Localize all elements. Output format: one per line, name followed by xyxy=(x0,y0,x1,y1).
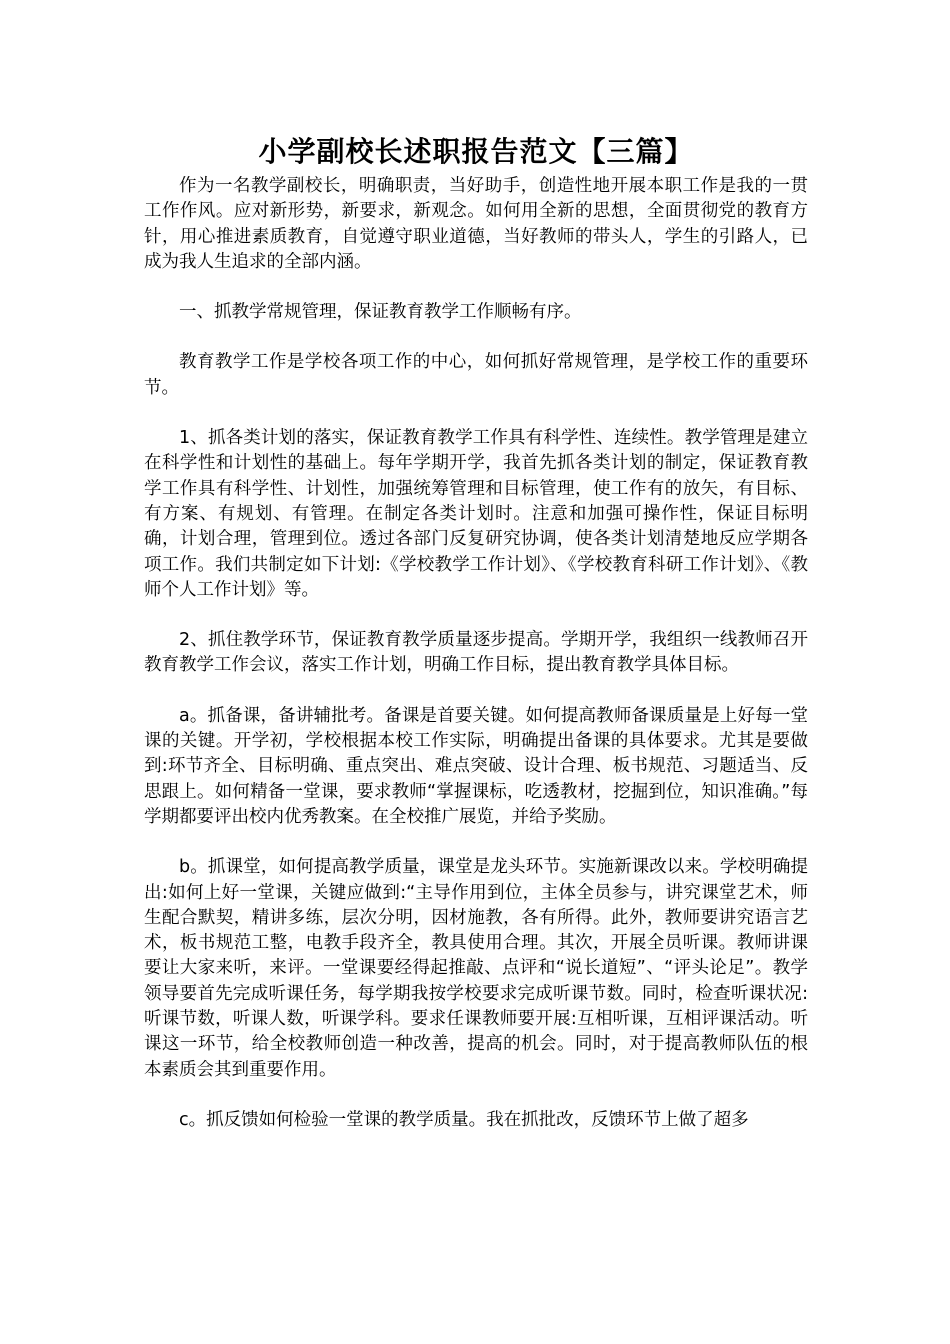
document-title: 小学副校长述职报告范文【三篇】 xyxy=(258,135,694,168)
paragraph-item-c: c。抓反馈如何检验一堂课的教学质量。我在抓批改，反馈环节上做了超多 xyxy=(179,1109,749,1130)
paragraph-section-heading: 一、抓教学常规管理，保证教育教学工作顺畅有序。 xyxy=(179,302,582,323)
paragraph-item-1: 1、抓各类计划的落实，保证教育教学工作具有科学性、连续性。教学管理是建立在科学性和计划性的基础上。每年学期开学，我首先抓各类计划的制定，保证教育教学工作具有科学性、计划性，加强统筹管理和目标管理，使工作有的放矢，有目标、有方案、有规划、有管理。在制定各类计划时。注意和加强可操作性，保证目标明确，计划合理，管理到位。透过各部门反复研究协调，使各类计划清楚地反应学期各项工作。我们共制定如下计划:《学校教学工作计划》、《学校教育科研工作计划》、《教师个人工作计划》等。 xyxy=(144,428,808,600)
document-body xyxy=(144,132,808,1158)
paragraph-item-b: b。抓课堂，如何提高教学质量，课堂是龙头环节。实施新课改以来。学校明确提出:如何上好一堂课，关键应做到:“主导作用到位，主体全员参与，讲究课堂艺术，师生配合默契，精讲多练，层次分明，因材施教，各有所得。此外，教师要讲究语言艺术，板书规范工整，电教手段齐全，教具使用合理。其次，开展全员听课。教师讲课要让大家来听，来评。一堂课要经得起推敲、点评和“说长道短”、“评头论足”。教学领导要首先完成听课任务，每学期我按学校要求完成听课节数。同时，检查听课状况:听课节数，听课人数，听课学科。要求任课教师要开展:互相听课，互相评课活动。听课这一环节，给全校教师创造一种改善，提高的机会。同时，对于提高教师队伍的根本素质会其到重要作用。 xyxy=(144,857,808,1080)
paragraph-item-a: a。抓备课，备讲辅批考。备课是首要关键。如何提高教师备课质量是上好每一堂课的关键。开学初，学校根据本校工作实际，明确提出备课的具体要求。尤其是要做到:环节齐全、目标明确、重点突出、难点突破、设计合理、板书规范、习题适当、反思跟上。如何精备一堂课，要求教师“掌握课标，吃透教材，挖掘到位，知识准确。”每学期都要评出校内优秀教案。在全校推广展览，并给予奖励。 xyxy=(144,705,808,827)
paragraph-intro: 作为一名教学副校长，明确职责，当好助手，创造性地开展本职工作是我的一贯工作作风。应对新形势，新要求，新观念。如何用全新的思想，全面贯彻党的教育方针，用心推进素质教育，自觉遵守职业道德，当好教师的带头人，学生的引路人，已成为我人生追求的全部内涵。 xyxy=(144,176,808,272)
paragraph-overview: 教育教学工作是学校各项工作的中心，如何抓好常规管理，是学校工作的重要环节。 xyxy=(144,352,808,398)
paragraph-item-2: 2、抓住教学环节，保证教育教学质量逐步提高。学期开学，我组织一线教师召开教育教学工作会议，落实工作计划，明确工作目标，提出教育教学具体目标。 xyxy=(144,630,808,676)
